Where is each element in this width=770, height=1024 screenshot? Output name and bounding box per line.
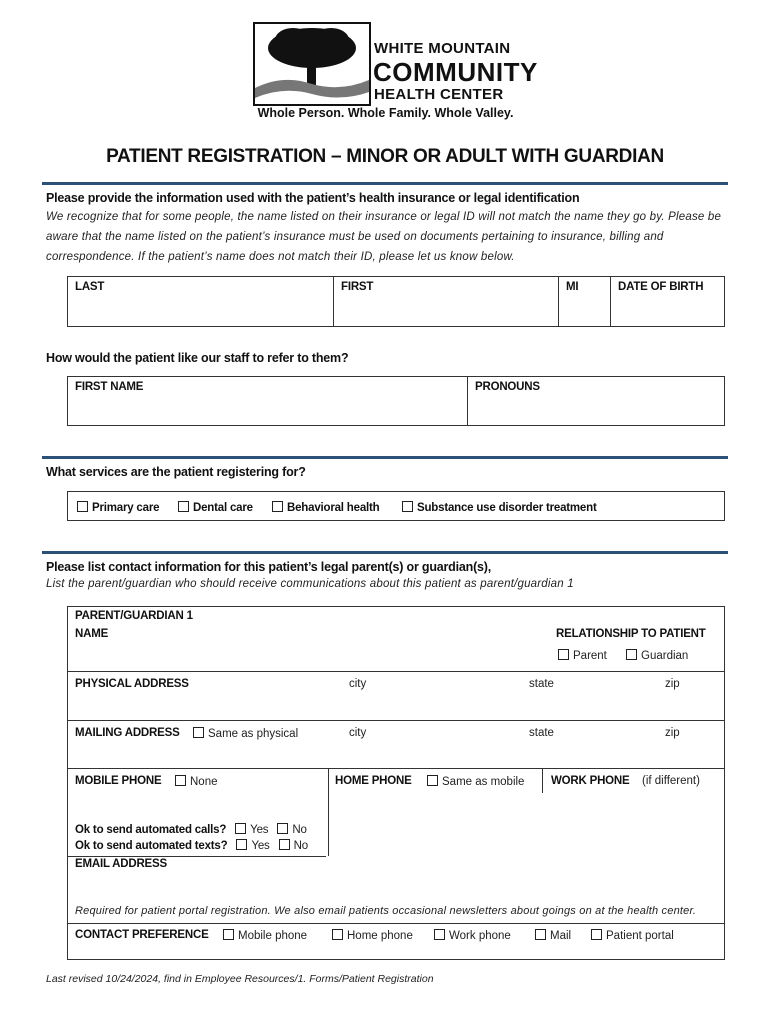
ok-calls-yes[interactable]: Yes: [235, 824, 268, 836]
checkbox-icon[interactable]: [626, 649, 637, 660]
relationship-guardian[interactable]: Guardian: [626, 649, 688, 662]
pronouns-field[interactable]: [468, 377, 724, 425]
service-behavioral-health[interactable]: Behavioral health: [272, 501, 379, 514]
section-divider: [42, 551, 728, 554]
first-name-label: FIRST NAME: [75, 381, 144, 393]
row-divider: [68, 720, 724, 721]
last-name-field[interactable]: [68, 277, 334, 326]
section4-heading: Please list contact information for this patient’s legal parent(s) or guardian(s),: [46, 560, 492, 574]
checkbox-icon[interactable]: [535, 929, 546, 940]
page-title: PATIENT REGISTRATION – MINOR OR ADULT WITH GUARDIAN: [106, 146, 664, 167]
checkbox-icon[interactable]: [402, 501, 413, 512]
ok-calls-question: [75, 823, 307, 836]
section-divider: [42, 456, 728, 459]
checkbox-icon[interactable]: [277, 823, 288, 834]
mailing-address-label: MAILING ADDRESS: [75, 727, 180, 739]
if-different-note: (if different): [642, 775, 700, 787]
row-divider: [68, 671, 724, 672]
last-label: LAST: [75, 281, 105, 293]
preferred-name-table: [67, 376, 725, 426]
pronouns-label: PRONOUNS: [475, 381, 540, 393]
checkbox-icon[interactable]: [77, 501, 88, 512]
middle-initial-field[interactable]: [559, 277, 611, 326]
section3-heading: What services are the patient registering for?: [46, 465, 306, 479]
row-divider: [68, 923, 724, 924]
guardian-table: [67, 606, 725, 960]
work-phone-label: WORK PHONE: [551, 775, 630, 787]
physical-state-label: state: [529, 678, 554, 690]
service-primary-care[interactable]: Primary care: [77, 501, 159, 514]
checkbox-icon[interactable]: [175, 775, 186, 786]
ok-texts-question: [75, 839, 308, 852]
column-divider: [542, 768, 543, 793]
brand-line-2: COMMUNITY: [373, 57, 538, 87]
section1-note-line2: aware that the name listed on the patient’s insurance must be used on documents pertaining to insurance, billing and: [46, 231, 664, 243]
section4-note: List the parent/guardian who should receive communications about this patient as parent/guardian 1: [46, 578, 574, 590]
tagline: Whole Person. Whole Family. Whole Valley.: [257, 106, 514, 120]
contact-work-phone[interactable]: Work phone: [434, 929, 511, 942]
checkbox-icon[interactable]: [193, 727, 204, 738]
contact-preference-label: CONTACT PREFERENCE: [75, 929, 209, 941]
service-substance-use[interactable]: Substance use disorder treatment: [402, 501, 597, 514]
contact-mail[interactable]: Mail: [535, 929, 571, 942]
mailing-city-label: city: [349, 727, 367, 739]
date-of-birth-field[interactable]: [611, 277, 724, 326]
first-label: FIRST: [341, 281, 374, 293]
row-divider: [68, 768, 724, 769]
mobile-none-option[interactable]: None: [175, 775, 218, 788]
dob-label: DATE OF BIRTH: [618, 281, 704, 293]
section1-heading: Please provide the information used with the patient’s health insurance or legal identification: [46, 191, 580, 205]
email-label: EMAIL ADDRESS: [75, 858, 167, 870]
physical-zip-label: zip: [665, 678, 680, 690]
checkbox-icon[interactable]: [272, 501, 283, 512]
relationship-parent[interactable]: Parent: [558, 649, 607, 662]
checkbox-icon[interactable]: [591, 929, 602, 940]
checkbox-icon[interactable]: [223, 929, 234, 940]
checkbox-icon[interactable]: [558, 649, 569, 660]
row-divider: [68, 856, 326, 857]
relationship-label: RELATIONSHIP TO PATIENT: [556, 628, 706, 640]
service-dental-care[interactable]: Dental care: [178, 501, 253, 514]
physical-address-label: PHYSICAL ADDRESS: [75, 678, 189, 690]
section-divider: [42, 182, 728, 185]
contact-mobile-phone[interactable]: Mobile phone: [223, 929, 307, 942]
contact-patient-portal[interactable]: Patient portal: [591, 929, 674, 942]
same-as-physical-option[interactable]: Same as physical: [193, 727, 298, 740]
ok-texts-label: Ok to send automated texts?: [75, 840, 228, 852]
home-phone-label: HOME PHONE: [335, 775, 412, 787]
footer-note: Last revised 10/24/2024, find in Employee Resources/1. Forms/Patient Registration: [46, 973, 434, 985]
physical-city-label: city: [349, 678, 367, 690]
section1-note-line3: correspondence. If the patient’s name does not match their ID, please let us know below.: [46, 251, 515, 263]
column-divider: [328, 768, 329, 856]
mailing-zip-label: zip: [665, 727, 680, 739]
brand-line-3: HEALTH CENTER: [374, 86, 504, 103]
services-box: [67, 491, 725, 521]
section1-note-line1: We recognize that for some people, the name listed on their insurance or legal ID will not match the name they go by. Please be: [46, 211, 722, 223]
ok-texts-yes[interactable]: Yes: [236, 840, 269, 852]
preferred-first-name-field[interactable]: [68, 377, 468, 425]
checkbox-icon[interactable]: [434, 929, 445, 940]
mobile-phone-label: MOBILE PHONE: [75, 775, 162, 787]
email-note: Required for patient portal registration. We also email patients occasional newsletters about goings on at the health center.: [75, 905, 697, 917]
guardian-title: PARENT/GUARDIAN 1: [75, 610, 193, 622]
checkbox-icon[interactable]: [279, 839, 290, 850]
checkbox-icon[interactable]: [332, 929, 343, 940]
tree-logo-icon: [253, 22, 371, 106]
ok-calls-label: Ok to send automated calls?: [75, 824, 227, 836]
checkbox-icon[interactable]: [178, 501, 189, 512]
legal-name-table: [67, 276, 725, 327]
same-as-mobile-option[interactable]: Same as mobile: [427, 775, 524, 788]
brand-line-1: WHITE MOUNTAIN: [374, 40, 511, 57]
checkbox-icon[interactable]: [427, 775, 438, 786]
contact-home-phone[interactable]: Home phone: [332, 929, 413, 942]
first-name-field[interactable]: [334, 277, 559, 326]
mailing-state-label: state: [529, 727, 554, 739]
checkbox-icon[interactable]: [236, 839, 247, 850]
mi-label: MI: [566, 281, 579, 293]
ok-texts-no[interactable]: No: [279, 840, 308, 852]
guardian-name-label: NAME: [75, 628, 109, 640]
section2-heading: How would the patient like our staff to refer to them?: [46, 351, 349, 365]
ok-calls-no[interactable]: No: [277, 824, 306, 836]
checkbox-icon[interactable]: [235, 823, 246, 834]
